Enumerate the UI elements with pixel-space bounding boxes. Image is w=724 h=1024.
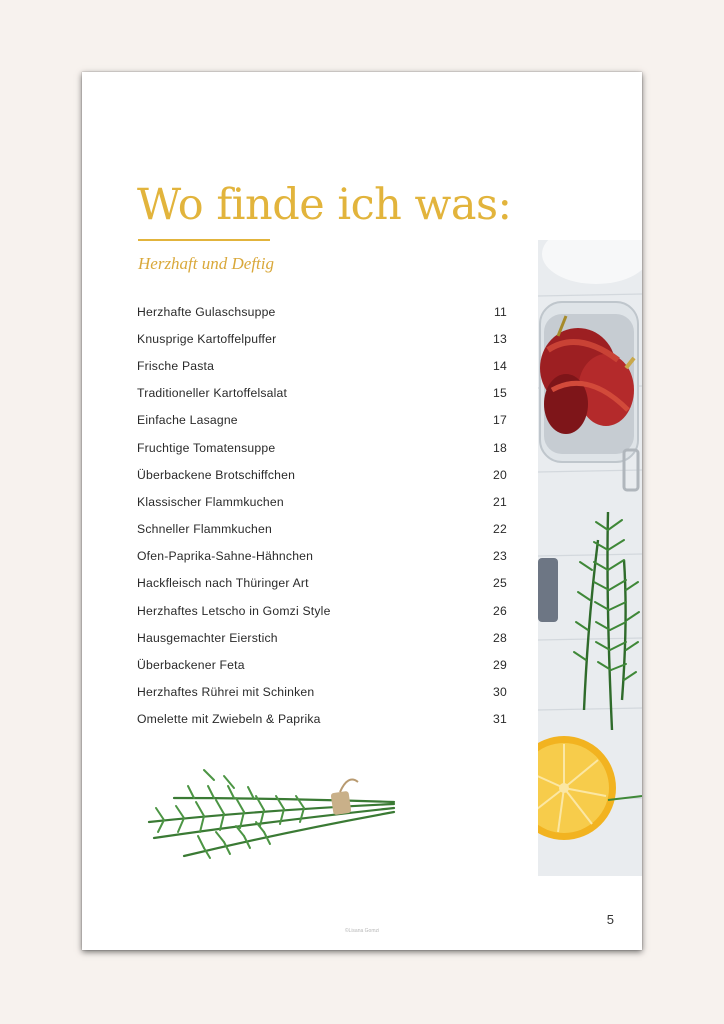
toc-entry-label: Ofen-Paprika-Sahne-Hähnchen xyxy=(137,549,314,564)
toc-entry[interactable] xyxy=(137,461,509,488)
page-title: Wo finde ich was: xyxy=(137,180,512,230)
toc-entry[interactable] xyxy=(137,380,509,407)
rosemary-bundle-photo xyxy=(144,752,414,862)
toc-entry-page: 13 xyxy=(493,331,507,346)
toc-entry-page: 15 xyxy=(493,386,507,401)
toc-entry-label: Überbackener Feta xyxy=(137,658,245,673)
toc-entry[interactable] xyxy=(137,516,509,543)
toc-entry-page: 26 xyxy=(493,603,507,618)
toc-entry[interactable] xyxy=(137,679,509,706)
toc-entry[interactable] xyxy=(137,624,509,651)
toc-entry-label: Fruchtige Tomatensuppe xyxy=(137,440,276,455)
toc-entry[interactable] xyxy=(137,434,509,461)
toc-entry-label: Frische Pasta xyxy=(137,358,215,373)
table-of-contents xyxy=(137,298,509,733)
toc-entry-label: Herzhafte Gulaschsuppe xyxy=(137,304,276,319)
toc-entry-page: 28 xyxy=(493,630,507,645)
toc-entry[interactable] xyxy=(137,325,509,352)
toc-entry[interactable] xyxy=(137,352,509,379)
toc-entry-label: Omelette mit Zwiebeln & Paprika xyxy=(137,712,321,727)
toc-entry-page: 21 xyxy=(493,494,507,509)
toc-entry-page: 11 xyxy=(493,304,507,319)
toc-entry-page: 20 xyxy=(493,467,507,482)
toc-entry-label: Hausgemachter Eierstich xyxy=(137,630,278,645)
toc-entry-label: Knusprige Kartoffelpuffer xyxy=(137,331,277,346)
toc-entry-page: 31 xyxy=(493,712,507,727)
toc-entry-label: Überbackene Brotschiffchen xyxy=(137,467,296,482)
toc-entry-page: 25 xyxy=(493,576,507,591)
toc-entry[interactable] xyxy=(137,706,509,733)
copyright-footer: ©Lisana Gomzi xyxy=(344,928,380,934)
toc-entry-label: Klassischer Flammkuchen xyxy=(137,494,284,509)
toc-entry-label: Einfache Lasagne xyxy=(137,413,238,428)
toc-entry[interactable] xyxy=(137,570,509,597)
toc-entry-page: 23 xyxy=(493,549,507,564)
toc-entry-label: Hackfleisch nach Thüringer Art xyxy=(137,576,309,591)
toc-entry-page: 30 xyxy=(493,685,507,700)
toc-entry-page: 29 xyxy=(493,658,507,673)
document-page xyxy=(82,72,642,950)
section-subtitle: Herzhaft und Deftig xyxy=(138,254,274,273)
toc-entry[interactable] xyxy=(137,298,509,325)
toc-entry[interactable] xyxy=(137,543,509,570)
toc-entry-label: Traditioneller Kartoffelsalat xyxy=(137,386,288,401)
toc-entry[interactable] xyxy=(137,597,509,624)
toc-entry-label: Schneller Flammkuchen xyxy=(137,522,272,537)
toc-entry-page: 22 xyxy=(493,522,507,537)
side-photo xyxy=(538,240,642,876)
title-underline xyxy=(138,239,270,241)
chili-rosemary-lemon-photo xyxy=(538,240,642,876)
toc-entry-page: 18 xyxy=(493,440,507,455)
toc-entry-page: 17 xyxy=(493,413,507,428)
toc-entry[interactable] xyxy=(137,488,509,515)
toc-entry-label: Herzhaftes Letscho in Gomzi Style xyxy=(137,603,331,618)
toc-entry-page: 14 xyxy=(493,358,507,373)
toc-entry-label: Herzhaftes Rührei mit Schinken xyxy=(137,685,315,700)
toc-entry[interactable] xyxy=(137,407,509,434)
toc-entry[interactable] xyxy=(137,651,509,678)
page-number: 5 xyxy=(606,912,614,927)
